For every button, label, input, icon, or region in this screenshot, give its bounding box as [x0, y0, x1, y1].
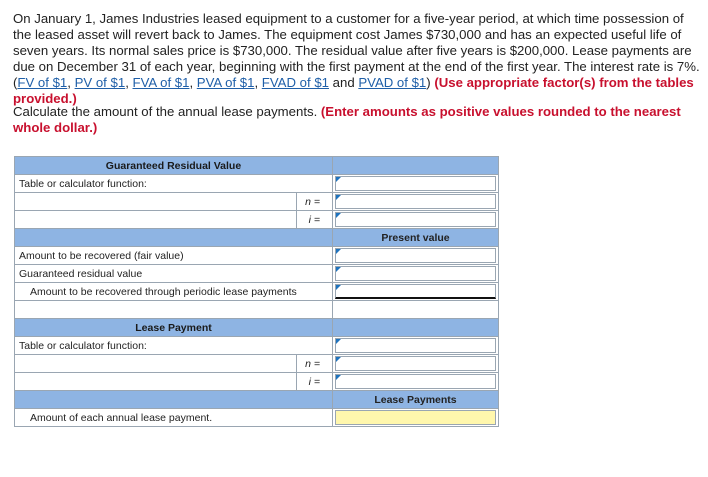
amount-periodic-input[interactable] [335, 284, 496, 299]
n-input[interactable] [335, 194, 496, 209]
blank-cell [333, 301, 499, 319]
blank-cell [15, 355, 297, 373]
i-cell [333, 211, 499, 229]
annual-payment-input[interactable] [335, 410, 496, 425]
amount-recovered-fv-label: Amount to be recovered (fair value) [15, 247, 333, 265]
dropdown-marker-icon [336, 375, 341, 380]
separator: , [125, 75, 133, 90]
instruction-body: Calculate the amount of the annual lease payments. [13, 104, 321, 119]
question-body: On January 1, James Industries leased equipment to a customer for a five-year period, at which time possession of the leased asset will revert back to James. The equipment cost James $730,000 and has an expected useful life of seven years. Its normal sales price is $730,000. The residual value after five years is $200,000. Lease payments are due on December 31 of each year, beginning with the first payment at the end of the first year. The interest rate is 7%. ( [13, 11, 700, 90]
link-fv[interactable]: FV of $1 [17, 75, 68, 90]
annual-payment-cell [333, 409, 499, 427]
guaranteed-residual-label: Guaranteed residual value [15, 265, 333, 283]
n-label: n = [297, 193, 333, 211]
amount-recovered-fv-cell [333, 247, 499, 265]
table-function-input[interactable] [335, 176, 496, 191]
present-value-header: Present value [333, 229, 499, 247]
link-fvad[interactable]: FVAD of $1 [261, 75, 329, 90]
amount-periodic-label: Amount to be recovered through periodic lease payments [15, 283, 333, 301]
annual-payment-label: Amount of each annual lease payment. [15, 409, 333, 427]
link-fva[interactable]: FVA of $1 [132, 75, 190, 90]
section-header-blank [333, 319, 499, 337]
table-function-label: Table or calculator function: [15, 175, 333, 193]
question-text [13, 11, 703, 107]
section-header-guaranteed-residual: Guaranteed Residual Value [15, 157, 333, 175]
lease-payments-header: Lease Payments [333, 391, 499, 409]
worksheet-table [14, 156, 499, 427]
i-input-2[interactable] [335, 374, 496, 389]
dropdown-marker-icon [336, 249, 341, 254]
dropdown-marker-icon [336, 213, 341, 218]
section-header-lease-payment: Lease Payment [15, 319, 333, 337]
separator: , [189, 75, 197, 90]
amount-recovered-fv-input[interactable] [335, 248, 496, 263]
close-paren: ) [426, 75, 431, 90]
i-label-2: i = [297, 373, 333, 391]
n-cell-2 [333, 355, 499, 373]
i-cell-2 [333, 373, 499, 391]
instruction-text [13, 104, 703, 136]
and-text: and [328, 75, 359, 90]
table-function-cell [333, 175, 499, 193]
n-input-2[interactable] [335, 356, 496, 371]
link-pv[interactable]: PV of $1 [74, 75, 126, 90]
factor-note: (Use appropriate factor(s) from the tables provided.) [13, 75, 694, 106]
n-cell [333, 193, 499, 211]
dropdown-marker-icon [336, 267, 341, 272]
i-label: i = [297, 211, 333, 229]
spacer-row [15, 229, 333, 247]
link-pva[interactable]: PVA of $1 [196, 75, 255, 90]
blank-cell [15, 211, 297, 229]
n-label-2: n = [297, 355, 333, 373]
link-pvad[interactable]: PVAD of $1 [358, 75, 427, 90]
dropdown-marker-icon [336, 285, 341, 290]
dropdown-marker-icon [336, 357, 341, 362]
table-function-label-2: Table or calculator function: [15, 337, 333, 355]
guaranteed-residual-input[interactable] [335, 266, 496, 281]
table-function-cell-2 [333, 337, 499, 355]
blank-cell [15, 193, 297, 211]
separator: , [67, 75, 75, 90]
amount-periodic-cell [333, 283, 499, 301]
i-input[interactable] [335, 212, 496, 227]
table-function-input-2[interactable] [335, 338, 496, 353]
separator: , [254, 75, 262, 90]
spacer-row [15, 391, 333, 409]
instruction-note: (Enter amounts as positive values rounded to the nearest whole dollar.) [13, 104, 681, 135]
dropdown-marker-icon [336, 339, 341, 344]
blank-cell [15, 373, 297, 391]
blank-row [15, 301, 333, 319]
dropdown-marker-icon [336, 195, 341, 200]
dropdown-marker-icon [336, 177, 341, 182]
section-header-blank [333, 157, 499, 175]
guaranteed-residual-cell [333, 265, 499, 283]
